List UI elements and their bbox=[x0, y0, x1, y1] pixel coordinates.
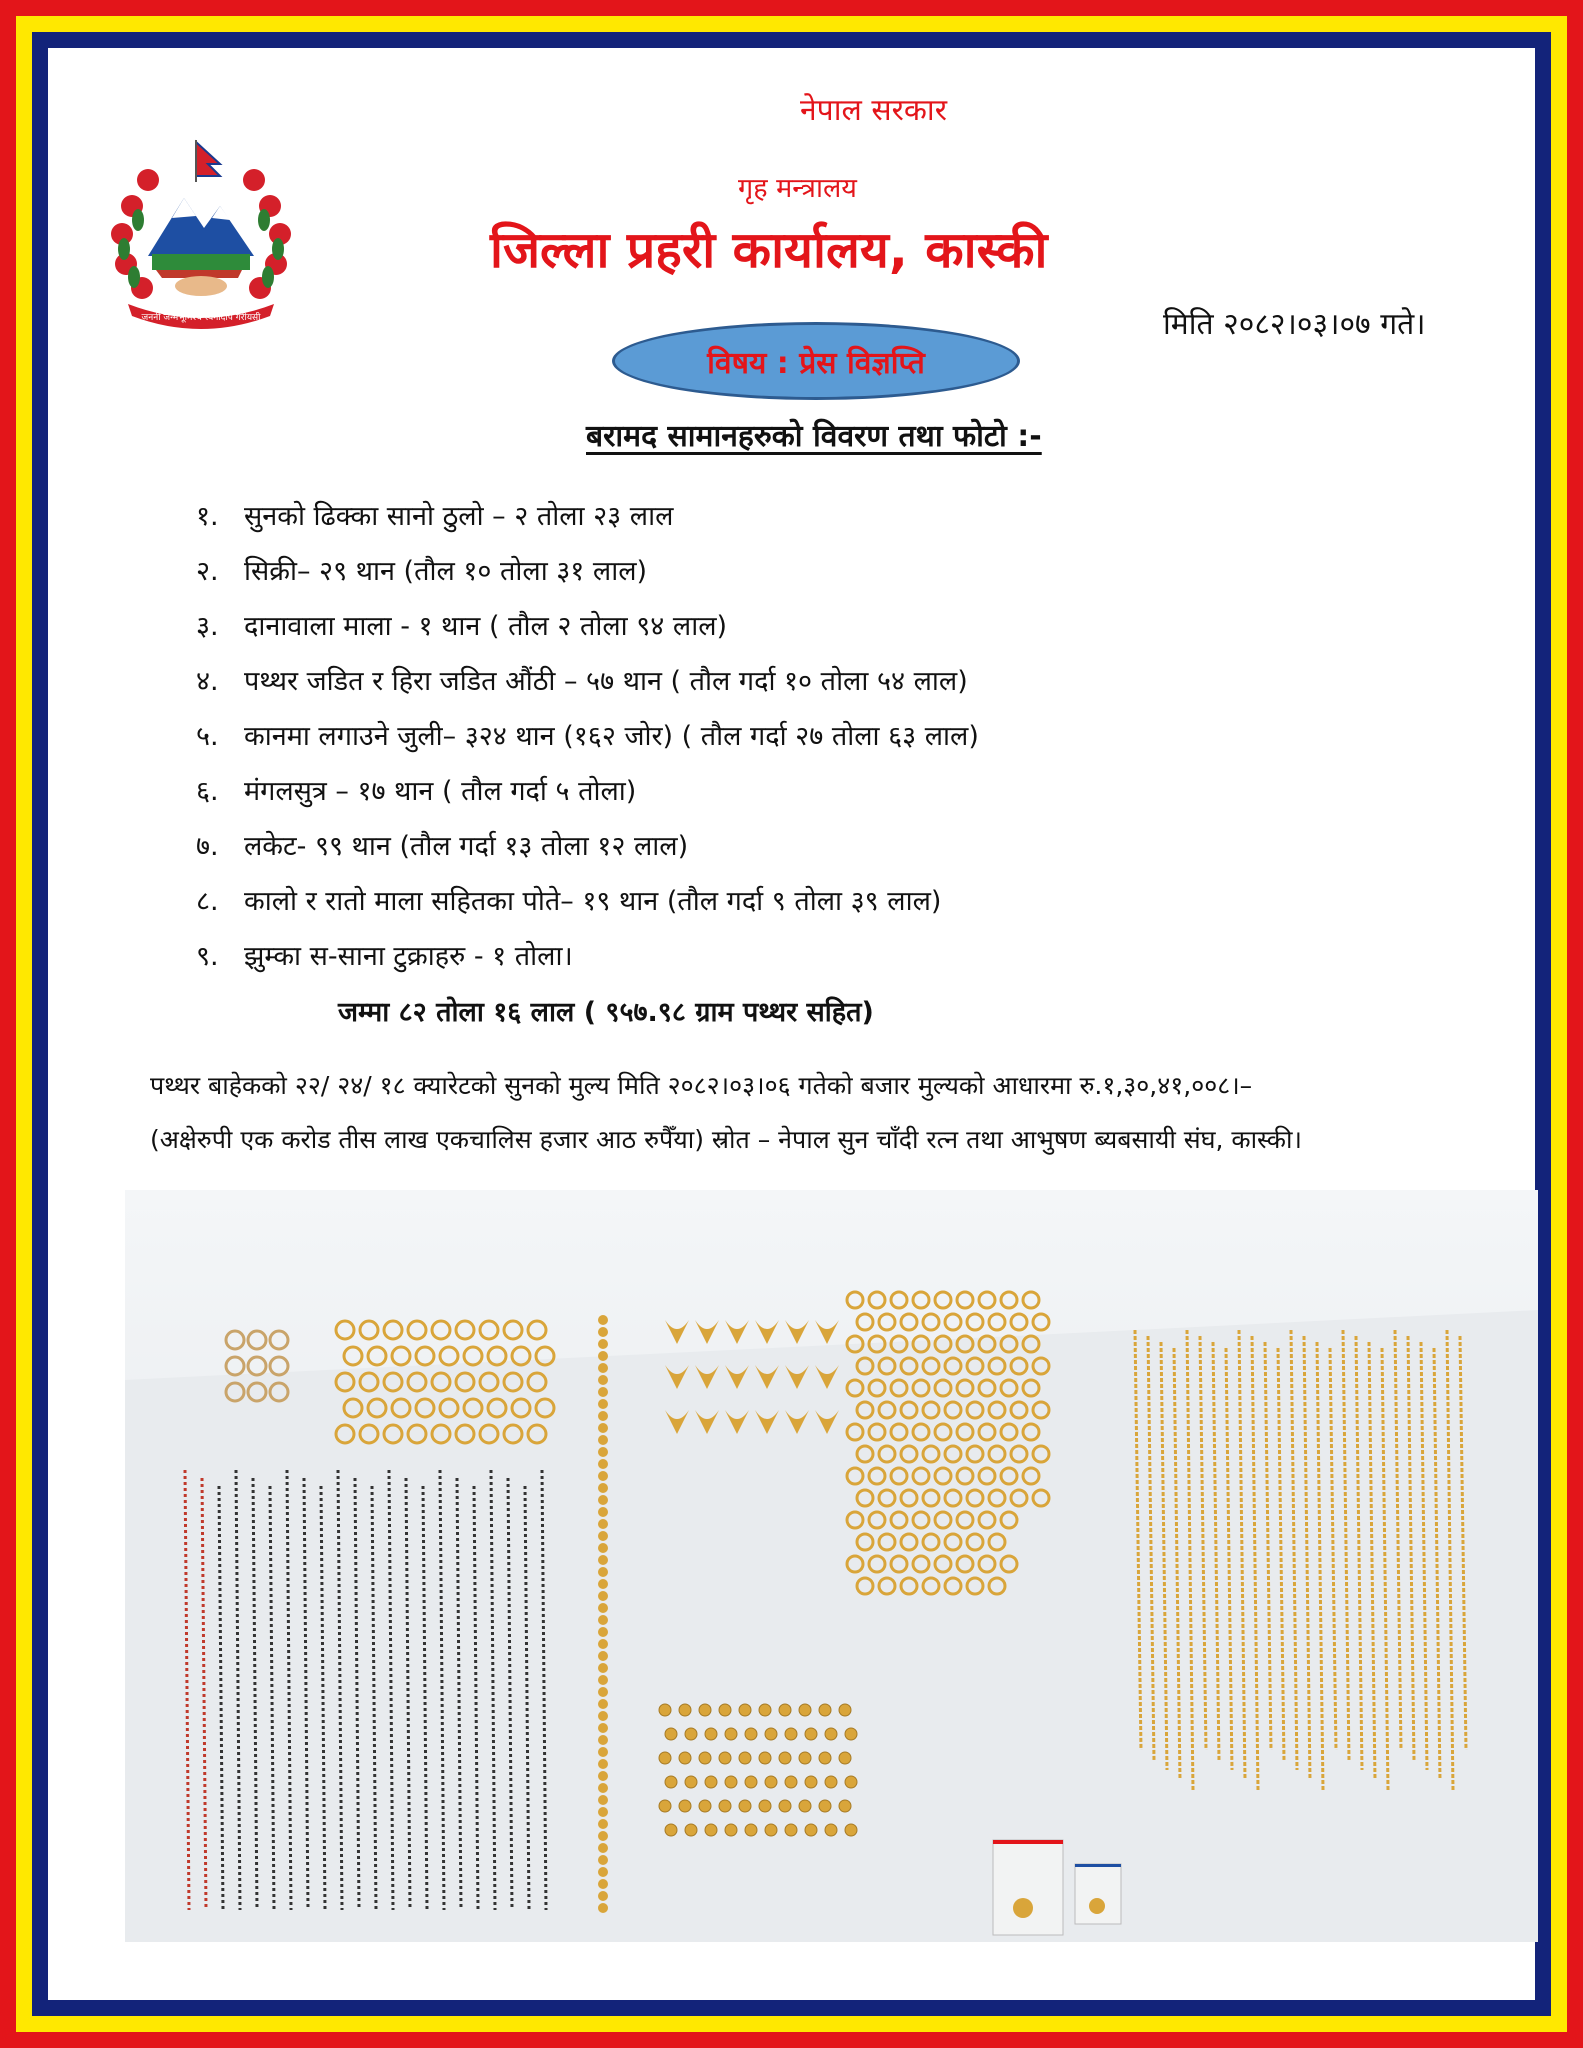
item-number: ४. bbox=[196, 666, 219, 697]
item-number: १. bbox=[196, 501, 219, 532]
nepal-emblem-logo bbox=[92, 136, 310, 332]
emblem-motto: जननी जन्मभूमिश्च स्वर्गादपि गरीयसी bbox=[141, 313, 261, 323]
item-number: २. bbox=[196, 556, 219, 587]
item-text: लकेट- ९९ थान (तौल गर्दा १३ तोला १२ लाल) bbox=[244, 831, 689, 862]
list-item bbox=[196, 769, 979, 824]
list-item bbox=[196, 714, 979, 769]
list-item bbox=[196, 824, 979, 879]
item-text: दानावाला माला - १ थान ( तौल २ तोला ९४ लाल) bbox=[244, 611, 728, 642]
subject-text: विषय : प्रेस विज्ञप्ति bbox=[707, 345, 925, 381]
item-text: कानमा लगाउने जुली– ३२४ थान (१६२ जोर) ( तौल गर्दा २७ तोला ६३ लाल) bbox=[244, 721, 979, 752]
gold-value-line: पथ्थर बाहेकको २२/ २४/ १८ क्यारेटको सुनको मुल्य मिति २०८२।०३।०६ गतेको बजार मुल्यको आधारमा रु.१,३०,४१,००८।– bbox=[150, 1071, 1253, 1100]
item-number: ५. bbox=[196, 721, 219, 752]
date-line: मिति २०८२।०३।०७ गते। bbox=[1163, 307, 1426, 342]
item-text: झुम्का स-साना टुक्राहरु - १ तोला। bbox=[244, 941, 573, 972]
list-item bbox=[196, 934, 979, 989]
item-text: मंगलसुत्र – १७ थान ( तौल गर्दा ५ तोला) bbox=[244, 776, 637, 807]
list-item bbox=[196, 494, 979, 549]
value-in-words-line: (अक्षेरुपी एक करोड तीस लाख एकचालिस हजार आठ रुपैँया) स्रोत – नेपाल सुन चाँदी रत्न तथा आभुषण ब्यबसायी संघ, कास्की। bbox=[150, 1125, 1302, 1154]
item-text: सुनको ढिक्का सानो ठुलो – २ तोला २३ लाल bbox=[244, 501, 674, 532]
item-number: ९. bbox=[196, 941, 219, 972]
office-name: जिल्ला प्रहरी कार्यालय, कास्की bbox=[490, 221, 1048, 279]
recovered-jewellery-photo bbox=[125, 1190, 1538, 1942]
item-text: सिक्री– २९ थान (तौल १० तोला ३१ लाल) bbox=[244, 556, 648, 587]
total-weight: जम्मा ८२ तोला १६ लाल ( ९५७.९८ ग्राम पथ्थर सहित) bbox=[338, 997, 874, 1028]
list-item bbox=[196, 604, 979, 659]
list-item bbox=[196, 549, 979, 604]
item-number: ७. bbox=[196, 831, 219, 862]
ministry-name: गृह मन्त्रालय bbox=[738, 173, 857, 204]
item-number: ३. bbox=[196, 611, 219, 642]
recovered-items-list bbox=[196, 494, 979, 989]
subject-badge bbox=[612, 322, 1020, 400]
item-text: पथ्थर जडित र हिरा जडित औंठी – ५७ थान ( तौल गर्दा १० तोला ५४ लाल) bbox=[244, 666, 968, 697]
section-heading: बरामद सामानहरुको विवरण तथा फोटो :- bbox=[586, 419, 1042, 454]
government-title: नेपाल सरकार bbox=[800, 93, 947, 128]
item-number: ६. bbox=[196, 776, 219, 807]
list-item bbox=[196, 879, 979, 934]
item-text: कालो र रातो माला सहितका पोते– १९ थान (तौल गर्दा ९ तोला ३९ लाल) bbox=[244, 886, 942, 917]
list-item bbox=[196, 659, 979, 714]
item-number: ८. bbox=[196, 886, 219, 917]
